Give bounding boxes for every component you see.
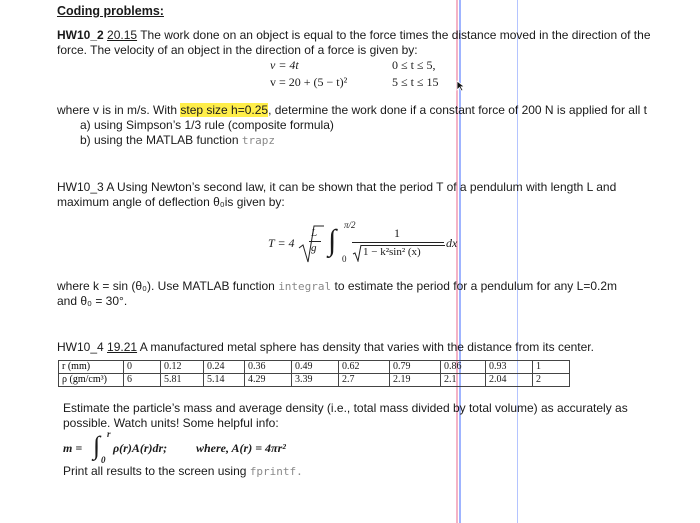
- table-cell: 2.19: [390, 374, 441, 387]
- estimate-line1: Estimate the particle’s mass and average density (i.e., total mass divided by total volume) as accurately as: [63, 401, 628, 415]
- hw10-2-line2: force. The velocity of an object in the direction of a force is given by:: [57, 43, 418, 57]
- cursor-line-blue-2: [517, 0, 518, 523]
- table-cell: 0.62: [339, 361, 390, 374]
- table-cell: 0: [124, 361, 161, 374]
- formula-num: 1: [394, 226, 400, 240]
- item-b-text: b) using the MATLAB function: [80, 133, 242, 147]
- cursor-line-blue: [459, 0, 461, 523]
- formula-upper: π/2: [344, 220, 356, 230]
- velocity-eq1: v = 4t: [270, 58, 299, 72]
- table-cell: 0.86: [441, 361, 486, 374]
- hw10-4-line: [57, 340, 594, 354]
- hw10-4-text: A manufactured metal sphere has density that varies with the distance from its center.: [139, 340, 594, 354]
- formula-g: g: [311, 242, 317, 254]
- mouse-cursor-icon: [456, 80, 466, 95]
- hw10-4-id: HW10_4: [57, 340, 104, 354]
- hw10-2-line1: [57, 28, 651, 42]
- table-cell: 0.79: [390, 361, 441, 374]
- row-label-r: r (mm): [59, 361, 124, 374]
- integrand-bar: [352, 242, 444, 243]
- velocity-eq2: v = 20 + (5 − t)²: [270, 75, 348, 89]
- hw10-2-text: The work done on an object is equal to the force times the distance moved in the direction of the: [140, 28, 651, 42]
- table-cell: 4.29: [245, 374, 292, 387]
- section-heading: Coding problems:: [57, 4, 164, 18]
- formula-lower: 0: [342, 254, 347, 264]
- formula-T: T = 4: [268, 236, 295, 250]
- integral-code: integral: [278, 280, 332, 293]
- formula-dx: dx: [446, 236, 458, 250]
- row-label-rho: ρ (gm/cm³): [59, 374, 124, 387]
- where-text-a: where v is in m/s. With: [57, 103, 181, 117]
- integral-sign-icon-2: ∫: [93, 431, 101, 460]
- table-cell: 0.24: [204, 361, 245, 374]
- velocity-range1: 0 ≤ t ≤ 5,: [392, 58, 436, 72]
- formula-den: 1 − k²sin² (x): [363, 246, 421, 258]
- print-line: [63, 464, 303, 478]
- hw10-3-where2: and θ₀ = 30°.: [57, 294, 128, 308]
- table-row: [59, 374, 570, 387]
- hw10-2-id: HW10_2: [57, 28, 104, 42]
- mass-integrand: ρ(r)A(r)dr;: [113, 441, 168, 455]
- table-cell: 2.1: [441, 374, 486, 387]
- mass-upper: r: [107, 429, 111, 439]
- item-a: a) using Simpson’s 1/3 rule (composite formula): [80, 118, 334, 132]
- table-cell: 2.7: [339, 374, 390, 387]
- hw10-3-where1: [57, 279, 617, 293]
- print-text: Print all results to the screen using: [63, 464, 250, 478]
- velocity-range2: 5 ≤ t ≤ 15: [392, 75, 439, 89]
- hw10-2-ref: 20.15: [107, 28, 138, 42]
- hw10-3-line2: maximum angle of deflection θ₀is given by:: [57, 195, 285, 209]
- table-cell: 0.36: [245, 361, 292, 374]
- hw10-2-where: [57, 103, 647, 117]
- sqrt-sign-icon-2: [352, 244, 362, 262]
- where-text-b: , determine the work done if a constant force of 200 N is applied for all t: [268, 103, 647, 117]
- integral-sign-icon: ∫: [328, 224, 337, 257]
- table-cell: 5.14: [204, 374, 245, 387]
- density-table: [58, 360, 570, 387]
- table-cell: 0.12: [161, 361, 204, 374]
- hw10-4-ref: 19.21: [107, 340, 138, 354]
- item-b: [80, 133, 275, 147]
- table-row: [59, 361, 570, 374]
- mass-lower: 0: [101, 455, 106, 465]
- where1-text: where k = sin (θ₀). Use MATLAB function: [57, 279, 279, 293]
- hw10-3-title: HW10_3 A Using Newton’s second law, it can be shown that the period T of a pendulum with length L and: [57, 180, 617, 194]
- item-b-code: trapz: [241, 134, 275, 147]
- fprintf-code: fprintf.: [249, 465, 303, 478]
- table-cell: 0.93: [486, 361, 533, 374]
- cursor-line-pink: [456, 0, 458, 523]
- table-cell: 3.39: [292, 374, 339, 387]
- table-cell: 5.81: [161, 374, 204, 387]
- table-cell: 2: [533, 374, 570, 387]
- mass-lhs: m =: [63, 441, 83, 455]
- table-cell: 2.04: [486, 374, 533, 387]
- table-cell: 0.49: [292, 361, 339, 374]
- estimate-line2: possible. Watch units! Some helpful info:: [63, 416, 279, 430]
- where1-text-b: to estimate the period for a pendulum for any L=0.2m: [331, 279, 618, 293]
- table-cell: 6: [124, 374, 161, 387]
- step-size-highlight: step size h=0.25: [180, 103, 269, 117]
- formula-L: L: [311, 227, 318, 239]
- mass-where: where, A(r) = 4πr²: [196, 441, 286, 455]
- table-cell: 1: [533, 361, 570, 374]
